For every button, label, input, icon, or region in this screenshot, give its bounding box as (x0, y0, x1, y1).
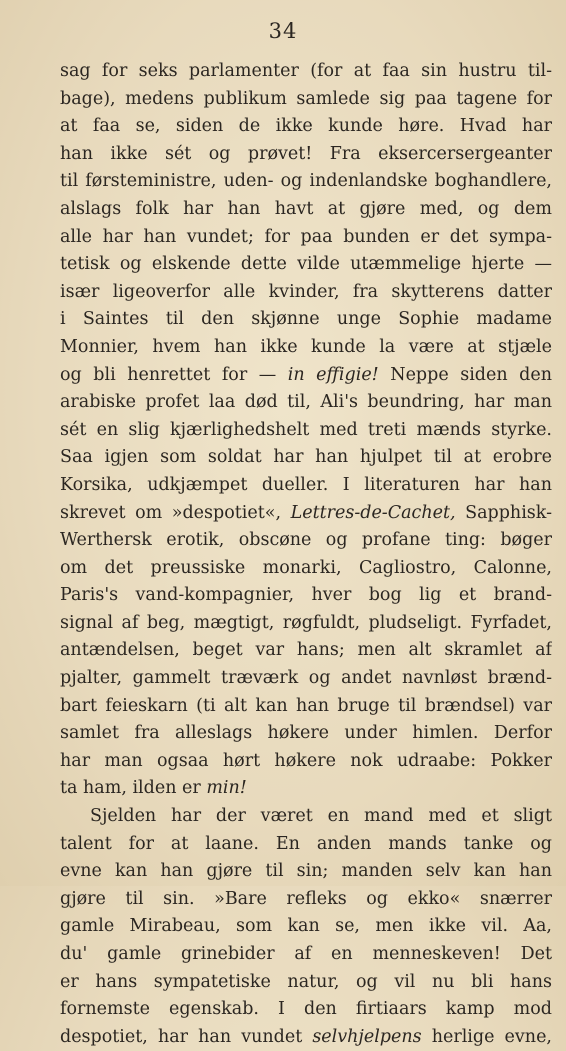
text-line (60, 831, 552, 859)
text-segment: til førsteministre, uden- og indenlandske boghandlere, (60, 171, 552, 192)
text-segment: pjalter, gammelt træværk og andet navnløst brænd- (60, 668, 552, 689)
text-line (60, 58, 552, 86)
text-line (60, 637, 552, 665)
text-line (60, 720, 552, 748)
text-segment: Sapphisk- (455, 502, 552, 523)
text-segment: og bli henrettet for — (60, 364, 288, 385)
italic-text: selvhjelpens (312, 1026, 422, 1047)
text-segment: alslags folk har han havt at gjøre med, og dem (60, 198, 552, 219)
text-line (60, 362, 552, 390)
text-segment: bage), medens publikum samlede sig paa tagene for (60, 88, 552, 109)
text-segment: Werthersk erotik, obscøne og profane ting: bøger (60, 530, 552, 551)
italic-text: min! (206, 778, 247, 799)
text-segment: samlet fra alleslags høkere under himlen. Derfor (60, 723, 552, 744)
text-line (60, 306, 552, 334)
text-line (60, 555, 552, 583)
text-line (60, 527, 552, 555)
text-line (60, 886, 552, 914)
text-line (60, 389, 552, 417)
text-segment: sag for seks parlamenter (for at faa sin hustru til- (60, 61, 552, 81)
body-text (60, 58, 552, 1051)
text-segment: Saa igjen som soldat har han hjulpet til at erobre (60, 447, 552, 468)
text-segment: fornemste egenskab. I den firtiaars kamp mod (60, 999, 552, 1020)
text-line (60, 417, 552, 445)
text-segment: især ligeoverfor alle kvinder, fra skytterens datter (60, 281, 552, 302)
text-line (60, 748, 552, 776)
text-line (60, 803, 552, 831)
text-segment: Paris's vand-kompagnier, hver bog lig et brand- (60, 585, 552, 606)
text-line (60, 113, 552, 141)
text-line (60, 196, 552, 224)
text-segment: skrevet om »despotiet«, (60, 502, 291, 523)
page-number: 34 (268, 19, 298, 43)
text-segment: bart feieskarn (ti alt kan han bruge til brændsel) var (60, 695, 552, 716)
italic-text: in effigie! (287, 364, 379, 385)
text-segment: ta ham, ilden er (60, 778, 207, 799)
text-segment: du' gamle grinebider af en menneskeven! Det (60, 944, 552, 964)
text-segment: alle har han vundet; for paa bunden er det sympa- (60, 226, 552, 247)
text-segment: han ikke sét og prøvet! Fra eksercersergeanter (60, 143, 552, 164)
text-segment: signal af beg, mægtigt, røgfuldt, pludseligt. Fyrfadet, (60, 612, 552, 633)
text-line (60, 582, 552, 610)
text-line (60, 86, 552, 114)
text-line (60, 996, 552, 1024)
text-line (60, 941, 552, 969)
text-segment: arabiske profet laa død til, Ali's beundring, har man (60, 392, 552, 413)
text-line (60, 279, 552, 307)
text-segment: har man ogsaa hørt høkere nok udraabe: Pokker (60, 750, 552, 771)
text-line (60, 610, 552, 638)
text-line (60, 472, 552, 500)
text-segment: Korsika, udkjæmpet dueller. I literaturen har han (60, 474, 552, 495)
text-line (60, 858, 552, 886)
text-line (60, 913, 552, 941)
text-segment: antændelsen, beget var hans; men alt skramlet af (60, 640, 552, 661)
text-segment: herlige evne, (421, 1026, 552, 1047)
text-segment: i Saintes til den skjønne unge Sophie madame (60, 309, 552, 330)
text-line (60, 334, 552, 362)
text-line (60, 251, 552, 279)
text-line (60, 693, 552, 721)
text-line (60, 168, 552, 196)
text-line (60, 665, 552, 693)
italic-text: Lettres-de-Cachet, (290, 502, 456, 523)
text-line (60, 1024, 552, 1051)
text-segment: despotiet, har han vundet (60, 1026, 313, 1047)
text-segment: talent for at laane. En anden mands tanke og (60, 833, 552, 854)
text-segment: evne kan han gjøre til sin; manden selv kan han (60, 861, 552, 882)
text-line (60, 775, 552, 803)
text-segment: Monnier, hvem han ikke kunde la være at stjæle (60, 336, 552, 357)
text-segment: Sjelden har der været en mand med et sligt (90, 806, 552, 827)
text-line (60, 969, 552, 997)
text-segment: er hans sympatetiske natur, og vil nu bli hans (60, 971, 552, 992)
text-line (60, 500, 552, 528)
text-segment: Neppe siden den (378, 364, 552, 385)
text-segment: gamle Mirabeau, som kan se, men ikke vil. Aa, (60, 916, 552, 937)
text-line (60, 224, 552, 252)
text-segment: at faa se, siden de ikke kunde høre. Hvad har (60, 116, 552, 137)
text-segment: gjøre til sin. »Bare refleks og ekko« snærrer (60, 888, 552, 909)
text-line (60, 141, 552, 169)
text-segment: sét en slig kjærlighedshelt med treti mænds styrke. (60, 419, 552, 440)
text-segment: tetisk og elskende dette vilde utæmmelige hjerte — (60, 254, 552, 275)
text-segment: om det preussiske monarki, Cagliostro, Calonne, (60, 557, 552, 578)
text-line (60, 444, 552, 472)
